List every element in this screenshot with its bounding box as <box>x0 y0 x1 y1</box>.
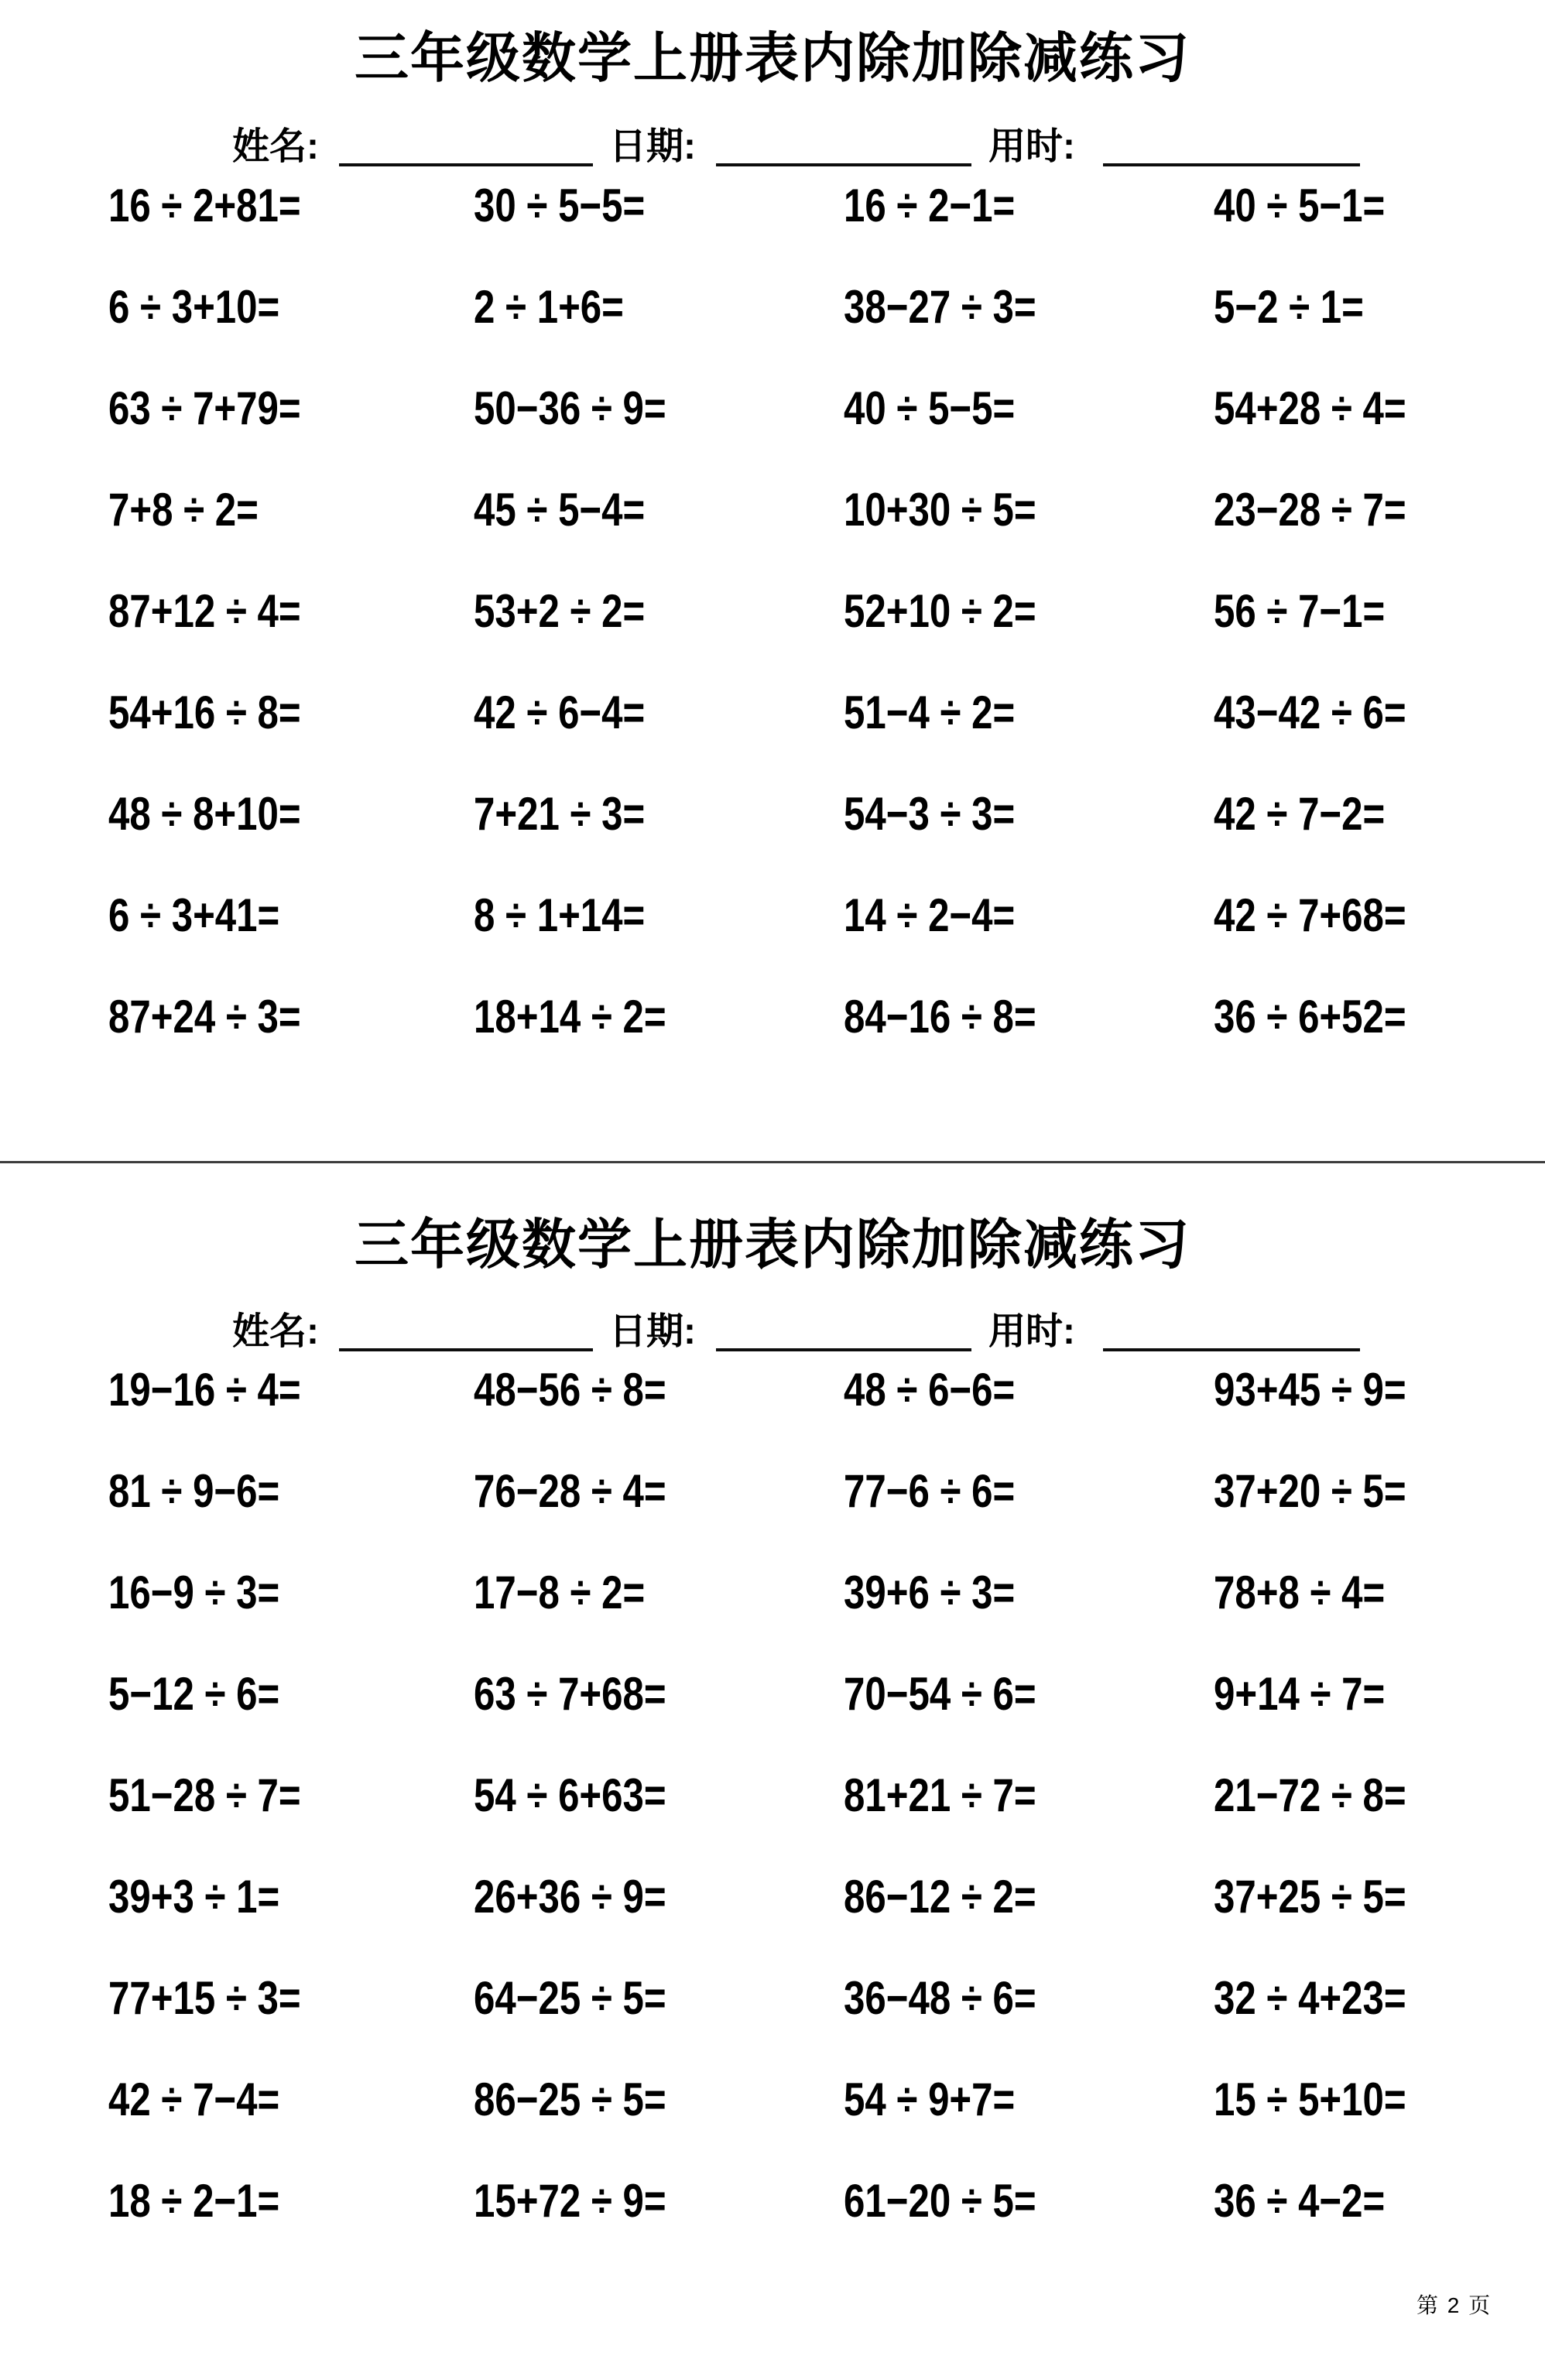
problem-expression: 93+45 ÷ 9= <box>1214 1364 1406 1416</box>
problem-expression: 87+24 ÷ 3= <box>108 991 301 1043</box>
problem-expression: 10+30 ÷ 5= <box>844 484 1036 536</box>
page-number: 第 2 页 <box>1417 2293 1492 2317</box>
problem-expression: 45 ÷ 5−4= <box>474 484 646 536</box>
problem-expression: 15+72 ÷ 9= <box>474 2175 666 2227</box>
date-label: 日期: <box>609 1311 696 1352</box>
problem-expression: 54 ÷ 6+63= <box>474 1769 666 1821</box>
problem-expression: 78+8 ÷ 4= <box>1214 1567 1386 1618</box>
problem-expression: 40 ÷ 5−5= <box>844 382 1016 434</box>
problem-expression: 19−16 ÷ 4= <box>108 1364 301 1416</box>
page-title: 三年级数学上册表内除加除减练习 <box>355 28 1190 88</box>
problem-expression: 43−42 ÷ 6= <box>1214 687 1406 738</box>
problem-expression: 7+8 ÷ 2= <box>108 484 259 536</box>
problem-expression: 42 ÷ 6−4= <box>474 687 646 738</box>
problem-expression: 77−6 ÷ 6= <box>844 1465 1016 1517</box>
problem-expression: 21−72 ÷ 8= <box>1214 1769 1406 1821</box>
name-label: 姓名: <box>232 1311 319 1352</box>
student-info-line <box>0 128 1545 174</box>
problem-expression: 26+36 ÷ 9= <box>474 1871 666 1923</box>
problem-expression: 42 ÷ 7+68= <box>1214 889 1406 941</box>
problem-expression: 8 ÷ 1+14= <box>474 889 646 941</box>
problem-expression: 48 ÷ 6−6= <box>844 1364 1016 1416</box>
student-info-line <box>0 1313 1545 1359</box>
date-blank-line <box>716 1313 971 1351</box>
problem-expression: 37+25 ÷ 5= <box>1214 1871 1406 1923</box>
problems-grid <box>108 1364 1448 2279</box>
problem-expression: 53+2 ÷ 2= <box>474 585 646 637</box>
problem-expression: 64−25 ÷ 5= <box>474 1972 666 2024</box>
problem-expression: 37+20 ÷ 5= <box>1214 1465 1406 1517</box>
problem-expression: 56 ÷ 7−1= <box>1214 585 1386 637</box>
problem-expression: 18 ÷ 2−1= <box>108 2175 280 2227</box>
problem-expression: 40 ÷ 5−1= <box>1214 180 1386 231</box>
problem-expression: 54+28 ÷ 4= <box>1214 382 1406 434</box>
problem-expression: 51−4 ÷ 2= <box>844 687 1016 738</box>
problem-expression: 70−54 ÷ 6= <box>844 1668 1036 1720</box>
problem-expression: 84−16 ÷ 8= <box>844 991 1036 1043</box>
problem-expression: 51−28 ÷ 7= <box>108 1769 301 1821</box>
date-blank-line <box>716 128 971 166</box>
problems-grid <box>108 180 1448 1095</box>
time-label: 用时: <box>988 1311 1075 1352</box>
problem-expression: 18+14 ÷ 2= <box>474 991 666 1043</box>
problem-expression: 14 ÷ 2−4= <box>844 889 1016 941</box>
problem-expression: 16 ÷ 2+81= <box>108 180 301 231</box>
problem-expression: 48 ÷ 8+10= <box>108 788 301 840</box>
problem-expression: 63 ÷ 7+79= <box>108 382 301 434</box>
date-label: 日期: <box>609 126 696 167</box>
problem-expression: 42 ÷ 7−2= <box>1214 788 1386 840</box>
problem-expression: 61−20 ÷ 5= <box>844 2175 1036 2227</box>
problem-expression: 23−28 ÷ 7= <box>1214 484 1406 536</box>
problem-expression: 17−8 ÷ 2= <box>474 1567 646 1618</box>
problem-expression: 9+14 ÷ 7= <box>1214 1668 1386 1720</box>
problem-expression: 5−12 ÷ 6= <box>108 1668 280 1720</box>
problem-expression: 77+15 ÷ 3= <box>108 1972 301 2024</box>
problem-expression: 16−9 ÷ 3= <box>108 1567 280 1618</box>
name-blank-line <box>339 1313 593 1351</box>
problem-expression: 76−28 ÷ 4= <box>474 1465 666 1517</box>
problem-expression: 6 ÷ 3+41= <box>108 889 280 941</box>
worksheet-page-1 <box>0 0 1545 1161</box>
problem-expression: 87+12 ÷ 4= <box>108 585 301 637</box>
problem-expression: 30 ÷ 5−5= <box>474 180 646 231</box>
time-blank-line <box>1103 128 1360 166</box>
problem-expression: 86−12 ÷ 2= <box>844 1871 1036 1923</box>
problem-expression: 48−56 ÷ 8= <box>474 1364 666 1416</box>
problem-expression: 54 ÷ 9+7= <box>844 2074 1016 2125</box>
problem-expression: 54+16 ÷ 8= <box>108 687 301 738</box>
problem-expression: 39+6 ÷ 3= <box>844 1567 1016 1618</box>
name-blank-line <box>339 128 593 166</box>
problem-expression: 16 ÷ 2−1= <box>844 180 1016 231</box>
problem-expression: 38−27 ÷ 3= <box>844 281 1036 333</box>
name-label: 姓名: <box>232 126 319 167</box>
problem-expression: 2 ÷ 1+6= <box>474 281 624 333</box>
problem-expression: 52+10 ÷ 2= <box>844 585 1036 637</box>
problem-expression: 15 ÷ 5+10= <box>1214 2074 1406 2125</box>
problem-expression: 36−48 ÷ 6= <box>844 1972 1036 2024</box>
problem-expression: 50−36 ÷ 9= <box>474 382 666 434</box>
problem-expression: 32 ÷ 4+23= <box>1214 1972 1406 2024</box>
problem-expression: 81+21 ÷ 7= <box>844 1769 1036 1821</box>
problem-expression: 54−3 ÷ 3= <box>844 788 1016 840</box>
problem-expression: 36 ÷ 4−2= <box>1214 2175 1386 2227</box>
problem-expression: 63 ÷ 7+68= <box>474 1668 666 1720</box>
problem-expression: 5−2 ÷ 1= <box>1214 281 1364 333</box>
worksheet-page-2 <box>0 1163 1545 2380</box>
problem-expression: 36 ÷ 6+52= <box>1214 991 1406 1043</box>
problem-expression: 7+21 ÷ 3= <box>474 788 646 840</box>
problem-expression: 42 ÷ 7−4= <box>108 2074 280 2125</box>
time-label: 用时: <box>988 126 1075 167</box>
page-title: 三年级数学上册表内除加除减练习 <box>355 1214 1190 1275</box>
problem-expression: 39+3 ÷ 1= <box>108 1871 280 1923</box>
problem-expression: 81 ÷ 9−6= <box>108 1465 280 1517</box>
problem-expression: 6 ÷ 3+10= <box>108 281 280 333</box>
problem-expression: 86−25 ÷ 5= <box>474 2074 666 2125</box>
time-blank-line <box>1103 1313 1360 1351</box>
